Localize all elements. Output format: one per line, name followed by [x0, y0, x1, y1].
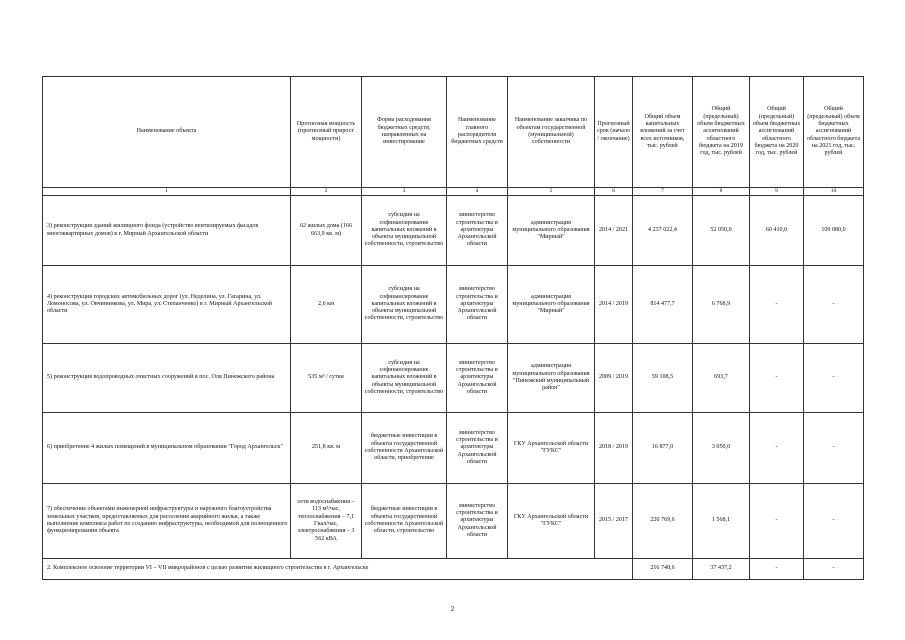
object-name: 5) реконструкция водопроводных очистных сооружений в пос. Оля Пинежского района: [43, 344, 291, 413]
table-header-row: [43, 77, 864, 188]
column-number: 2: [291, 188, 362, 196]
header-customer: Наименование заказчика по объектам государственной (муниципальной) собственности: [508, 77, 595, 188]
term: 2014 / 2019: [595, 266, 633, 344]
column-number: 10: [804, 188, 864, 196]
budget-manager: министерство строительства и архитектуры Архангельской области: [447, 344, 508, 413]
object-name: 3) реконструкция зданий жилищного фонда (устройство вентилируемых фасадов многоквартирных домов) в г. Мирный Архангельской области: [43, 196, 291, 266]
table-row: [43, 344, 864, 413]
total-investment: 4 237 022,4: [633, 196, 693, 266]
budget-2021: -: [804, 413, 864, 484]
column-number: 6: [595, 188, 633, 196]
budget-2019: 3 050,0: [693, 413, 750, 484]
budget-manager: министерство строительства и архитектуры Архангельской области: [447, 484, 508, 559]
column-number: 4: [447, 188, 508, 196]
total-investment: 220 769,6: [633, 484, 693, 559]
object-name: 4) реконструкция городских автомобильных дорог (ул. Неделина, ул. Гагарина, ул. Ломоносова, ул. Овчинникова, ул. Мира, ул. Степанченко) в г. Мирный Архангельской области: [43, 266, 291, 344]
column-number: 7: [633, 188, 693, 196]
budget-2020: -: [750, 413, 804, 484]
object-name: 7) обеспечение объектами инженерной инфраструктуры и наружного благоустройства земельных участков, предоставляемых для расселения аварийного жилья, а также выполнение комплекса работ по созданию инфраструктуры, необходимой для полноценного функционирования объекта: [43, 484, 291, 559]
term: 2018 / 2019: [595, 413, 633, 484]
total-investment: 59 108,5: [633, 344, 693, 413]
object-name: 6) приобретение 4 жилых помещений в муниципальном образовании "Город Архангельск": [43, 413, 291, 484]
page-number: 2: [450, 605, 455, 613]
budget-2021: -: [804, 266, 864, 344]
summary-row: [43, 559, 864, 580]
header-spending-form: Форма расходования бюджетных средств, направленных на инвестирование: [362, 77, 447, 188]
header-budget-2019: Общий (предельный) объем бюджетных ассигнований областного бюджета на 2019 год, тыс. рублей: [693, 77, 750, 188]
column-number: 9: [750, 188, 804, 196]
customer: администрация муниципального образования "Мирный": [508, 266, 595, 344]
customer: администрация муниципального образования "Пинежский муниципальный район": [508, 344, 595, 413]
header-object-name: Наименование объекта: [43, 77, 291, 188]
capacity: 251,8 кв. м: [291, 413, 362, 484]
summary-budget-2021: -: [804, 559, 864, 580]
capacity: 2,6 км: [291, 266, 362, 344]
table-row: [43, 266, 864, 344]
capital-investments-table: [42, 76, 864, 580]
customer: ГКУ Архангельской области "ГУКС": [508, 413, 595, 484]
column-number: 5: [508, 188, 595, 196]
summary-total-investment: 216 748,6: [633, 559, 693, 580]
budget-2020: -: [750, 266, 804, 344]
summary-name: 2. Комплексное освоение территории VI – VII микрорайонов с целью развития жилищного строительства в г. Архангельске: [43, 559, 633, 580]
capacity: 62 жилых дома (166 663,9 кв. м): [291, 196, 362, 266]
budget-2019: 6 768,9: [693, 266, 750, 344]
column-number-row: [43, 188, 864, 196]
summary-budget-2020: -: [750, 559, 804, 580]
header-budget-2021: Общий (предельный) объем бюджетных ассигнований областного бюджета на 2021 год, тыс. рублей: [804, 77, 864, 188]
budget-manager: министерство строительства и архитектуры Архангельской области: [447, 266, 508, 344]
header-capacity: Прогнозная мощность (прогнозный прирост мощности): [291, 77, 362, 188]
term: 2015 / 2017: [595, 484, 633, 559]
customer: ГКУ Архангельской области "ГУКС": [508, 484, 595, 559]
summary-budget-2019: 37 437,2: [693, 559, 750, 580]
budget-2019: 1 568,1: [693, 484, 750, 559]
column-number: 1: [43, 188, 291, 196]
header-total-investment: Общий объем капитальных вложений за счет всех источников, тыс. рублей: [633, 77, 693, 188]
budget-2019: 52 050,0: [693, 196, 750, 266]
customer: администрация муниципального образования "Мирный": [508, 196, 595, 266]
budget-2021: -: [804, 344, 864, 413]
spending-form: бюджетные инвестиции в объекты государственной собственности Архангельской области, строительство: [362, 484, 447, 559]
budget-manager: министерство строительства и архитектуры Архангельской области: [447, 413, 508, 484]
total-investment: 16 877,0: [633, 413, 693, 484]
header-budget-manager: Наименование главного распорядителя бюджетных средств: [447, 77, 508, 188]
budget-2019: 693,7: [693, 344, 750, 413]
capacity: сети водоснабжения – 113 м³/час, теплоснабжения – 7,1 Гкал/час, электроснабжения – 3 562 кВА: [291, 484, 362, 559]
budget-2021: -: [804, 484, 864, 559]
term: 2014 / 2021: [595, 196, 633, 266]
budget-2020: 60 410,0: [750, 196, 804, 266]
column-number: 8: [693, 188, 750, 196]
header-budget-2020: Общий (предельный) объем бюджетных ассигнований областного бюджета на 2020 год, тыс. рублей: [750, 77, 804, 188]
spending-form: бюджетные инвестиции в объекты государственной собственности Архангельской области, приобретение: [362, 413, 447, 484]
term: 2009 / 2019: [595, 344, 633, 413]
spending-form: субсидия на софинансирование капитальных вложений в объекты муниципальной собственности, строительство: [362, 344, 447, 413]
budget-manager: министерство строительства и архитектуры Архангельской области: [447, 196, 508, 266]
capacity: 535 м³ / сутки: [291, 344, 362, 413]
table-row: [43, 413, 864, 484]
spending-form: субсидия на софинансирование капитальных вложений в объекты муниципальной собственности, строительство: [362, 266, 447, 344]
budget-2020: -: [750, 344, 804, 413]
header-term: Прогнозный срок (начало / окончание): [595, 77, 633, 188]
spending-form: субсидия на софинансирование капитальных вложений в объекты муниципальной собственности, строительство: [362, 196, 447, 266]
budget-2020: -: [750, 484, 804, 559]
column-number: 3: [362, 188, 447, 196]
table-row: [43, 196, 864, 266]
total-investment: 814 477,7: [633, 266, 693, 344]
budget-2021: 109 080,0: [804, 196, 864, 266]
table-row: [43, 484, 864, 559]
